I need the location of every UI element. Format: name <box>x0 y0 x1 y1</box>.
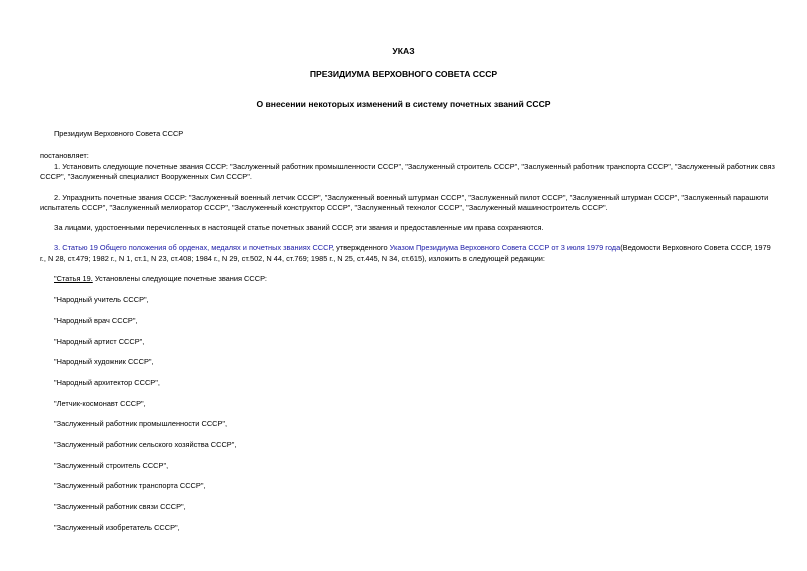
item-1-line-1: 1. Установить следующие почетные звания СССР: "Заслуженный работник промышленности СССР", "Заслуженный строитель СССР", "Заслуженный работник транспорта СССР", "Заслуженный работник связ <box>54 162 775 171</box>
item-1-line-2: СССР", "Заслуженный специалист Вооруженных Сил СССР". <box>40 172 252 181</box>
honorary-title-item: "Летчик-космонавт СССР", <box>54 399 146 408</box>
document-subject: О внесении некоторых изменений в систему почетных званий СССР <box>256 99 551 109</box>
document-title: УКАЗ <box>392 46 415 56</box>
article-19-label: "Статья 19. <box>54 274 93 283</box>
document-issuer: ПРЕЗИДИУМА ВЕРХОВНОГО СОВЕТА СССР <box>309 69 498 79</box>
retention-note: За лицами, удостоенными перечисленных в настоящей статье почетных званий СССР, эти звания и предоставленные им права сохраняются. <box>54 223 544 232</box>
article-19-link[interactable]: Статью 19 Общего положения об орденах, медалях и почетных званиях СССР <box>62 243 333 252</box>
item-3-line-1 <box>54 243 771 253</box>
honorary-title-item: "Заслуженный работник промышленности СССР", <box>54 419 228 428</box>
honorary-title-item: "Народный архитектор СССР", <box>54 378 160 387</box>
decree-1979-link[interactable]: Указом Президиума Верховного Совета СССР от 3 июля 1979 года <box>389 243 621 252</box>
preamble-body: Президиум Верховного Совета СССР <box>54 129 184 138</box>
honorary-title-item: "Заслуженный работник сельского хозяйства СССР", <box>54 440 237 449</box>
honorary-title-item: "Народный учитель СССР", <box>54 295 149 304</box>
item-2-line-2: испытатель СССР", "Заслуженный мелиоратор СССР", "Заслуженный конструктор СССР", "Заслуженный технолог СССР", "Заслуженный машиностроитель СССР". <box>40 203 608 212</box>
honorary-title-item: "Заслуженный строитель СССР", <box>54 461 169 470</box>
honorary-title-item: "Заслуженный изобретатель СССР", <box>54 523 180 532</box>
item-3-text-2: (Ведомости Верховного Совета СССР, 1979 <box>620 243 771 252</box>
honorary-title-item: "Заслуженный работник связи СССР", <box>54 502 186 511</box>
honorary-title-item: "Народный артист СССР", <box>54 337 145 346</box>
item-2-line-1: 2. Упразднить почетные звания СССР: "Заслуженный военный летчик СССР", "Заслуженный военный штурман СССР", "Заслуженный пилот СССР", "Заслуженный штурман СССР", "Заслуженный парашюти <box>54 193 769 202</box>
item-3-number: 3. <box>54 243 61 252</box>
honorary-title-item: "Народный художник СССР", <box>54 357 154 366</box>
item-3-text-1: , утвержденного <box>332 243 388 252</box>
item-3-line-2: г., N 28, ст.479; 1982 г., N 1, ст.1, N 23, ст.408; 1984 г., N 29, ст.502, N 44, ст.769; 1985 г., N 25, ст.445, N 34, ст.615), изложить в следующей редакции: <box>40 254 545 263</box>
honorary-title-item: "Народный врач СССР", <box>54 316 138 325</box>
honorary-title-item: "Заслуженный работник транспорта СССР", <box>54 481 206 490</box>
article-19-text: Установлены следующие почетные звания СССР: <box>92 274 267 283</box>
article-19-heading <box>54 274 267 284</box>
preamble-decree-word: постановляет: <box>40 151 89 160</box>
